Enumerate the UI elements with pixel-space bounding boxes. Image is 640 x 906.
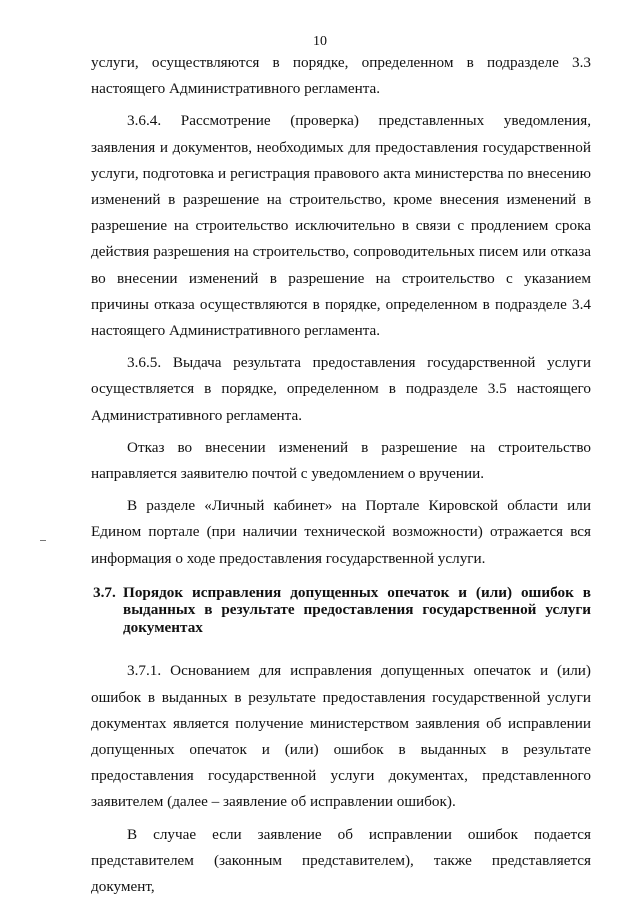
paragraph-continuation: услуги, осуществляются в порядке, определенном в подразделе 3.3 настоящего Административного регламента. bbox=[91, 54, 591, 98]
paragraph-representative: В случае если заявление об исправлении ошибок подается представителем (законным представителем), также представляется документ, bbox=[91, 825, 591, 895]
paragraph-refusal: Отказ во внесении изменений в разрешение на строительство направляется заявителю почтой с уведомлением о вручении. bbox=[91, 438, 591, 483]
section-heading-3-7 bbox=[91, 584, 591, 637]
page-number: 10 bbox=[313, 34, 327, 49]
section-heading-number: 3.7. bbox=[93, 583, 116, 601]
paragraph-personal-cabinet: В разделе «Личный кабинет» на Портале Кировской области или Едином портале (при наличии технической возможности) отражается вся информация о ходе предоставления государственной услуги. bbox=[91, 497, 591, 567]
document-body bbox=[91, 50, 591, 906]
margin-mark bbox=[40, 540, 46, 541]
section-heading-text: Порядок исправления допущенных опечаток и (или) ошибок в выданных в результате предоставления государственной услуги документах bbox=[123, 583, 591, 636]
paragraph-3-7-1: 3.7.1. Основанием для исправления допущенных опечаток и (или) ошибок в выданных в результате предоставления государственной услуги документах является получение министерством заявления об исправлении допущенных опечаток и (или) ошибок в выданных в результате предоставления государственной услуги документах, представленного заявителем (далее – заявление об исправлении ошибок). bbox=[91, 662, 591, 811]
paragraph-3-6-4: 3.6.4. Рассмотрение (проверка) представленных уведомления, заявления и документов, необходимых для предоставления государственной услуги, подготовка и регистрация правового акта министерства по внесению изменений в разрешение на строительство, кроме внесения изменений в разрешение на строительство исключительно в связи с продлением срока действия разрешения на строительство, сопроводительных писем или отказа во внесении изменений в разрешение на строительство с указанием причины отказа осуществляются в порядке, определенном в подразделе 3.4 настоящего Административного регламента. bbox=[91, 112, 591, 340]
paragraph-3-6-5: 3.6.5. Выдача результата предоставления государственной услуги осуществляется в порядке, определенном в подразделе 3.5 настоящего Административного регламента. bbox=[91, 354, 591, 424]
